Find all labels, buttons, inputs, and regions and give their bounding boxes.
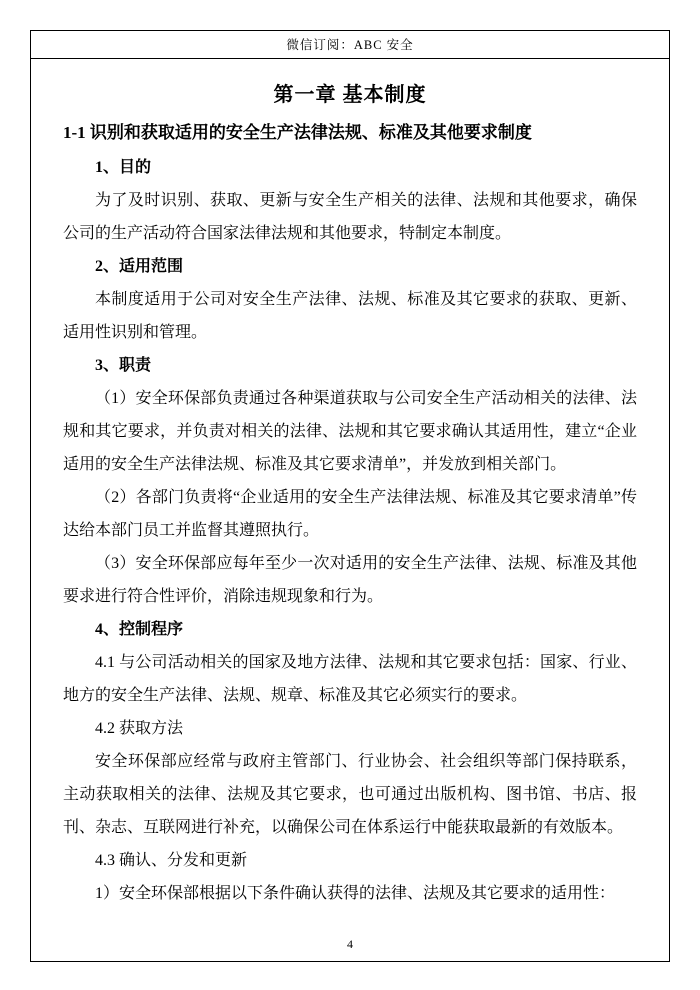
document-body [63,61,637,910]
header-text: 微信订阅：ABC 安全 [286,38,414,52]
numbered-heading: 4、控制程序 [95,621,184,638]
page-border [30,30,670,962]
section-title: 1-1 识别和获取适用的安全生产法律法规、标准及其他要求制度 [63,123,532,142]
sub-heading: 4.2 获取方法 [95,720,184,737]
paragraph: （3）安全环保部应每年至少一次对适用的安全生产法律、法规、标准及其他要求进行符合性评价，消除违规现象和行为。 [63,555,637,605]
sub-heading: 4.3 确认、分发和更新 [95,852,248,869]
page-header [31,37,669,59]
paragraph: （2）各部门负责将“企业适用的安全生产法律法规、标准及其它要求清单”传达给本部门员工并监督其遵照执行。 [63,489,637,539]
paragraph: 安全环保部应经常与政府主管部门、行业协会、社会组织等部门保持联系，主动获取相关的法律、法规及其它要求，也可通过出版机构、图书馆、书店、报刊、杂志、互联网进行补充，以确保公司在体系运行中能获取最新的有效版本。 [63,753,637,836]
paragraph: 1）安全环保部根据以下条件确认获得的法律、法规及其它要求的适用性： [95,885,616,902]
paragraph: 为了及时识别、获取、更新与安全生产相关的法律、法规和其他要求，确保公司的生产活动符合国家法律法规和其他要求，特制定本制度。 [63,192,637,242]
numbered-heading: 2、适用范围 [95,258,184,275]
paragraph: （1）安全环保部负责通过各种渠道获取与公司安全生产活动相关的法律、法规和其它要求，并负责对相关的法律、法规和其它要求确认其适用性，建立“企业适用的安全生产法律法规、标准及其它要求清单”，并发放到相关部门。 [63,390,637,473]
numbered-heading: 1、目的 [95,159,152,176]
paragraph: 本制度适用于公司对安全生产法律、法规、标准及其它要求的获取、更新、适用性识别和管理。 [63,291,637,341]
paragraph-list [63,151,637,910]
page-number: 4 [347,937,353,951]
numbered-heading: 3、职责 [95,357,152,374]
chapter-title: 第一章 基本制度 [273,84,427,106]
paragraph: 4.1 与公司活动相关的国家及地方法律、法规和其它要求包括：国家、行业、地方的安全生产法律、法规、规章、标准及其它必须实行的要求。 [63,654,637,704]
page-footer [31,937,669,951]
